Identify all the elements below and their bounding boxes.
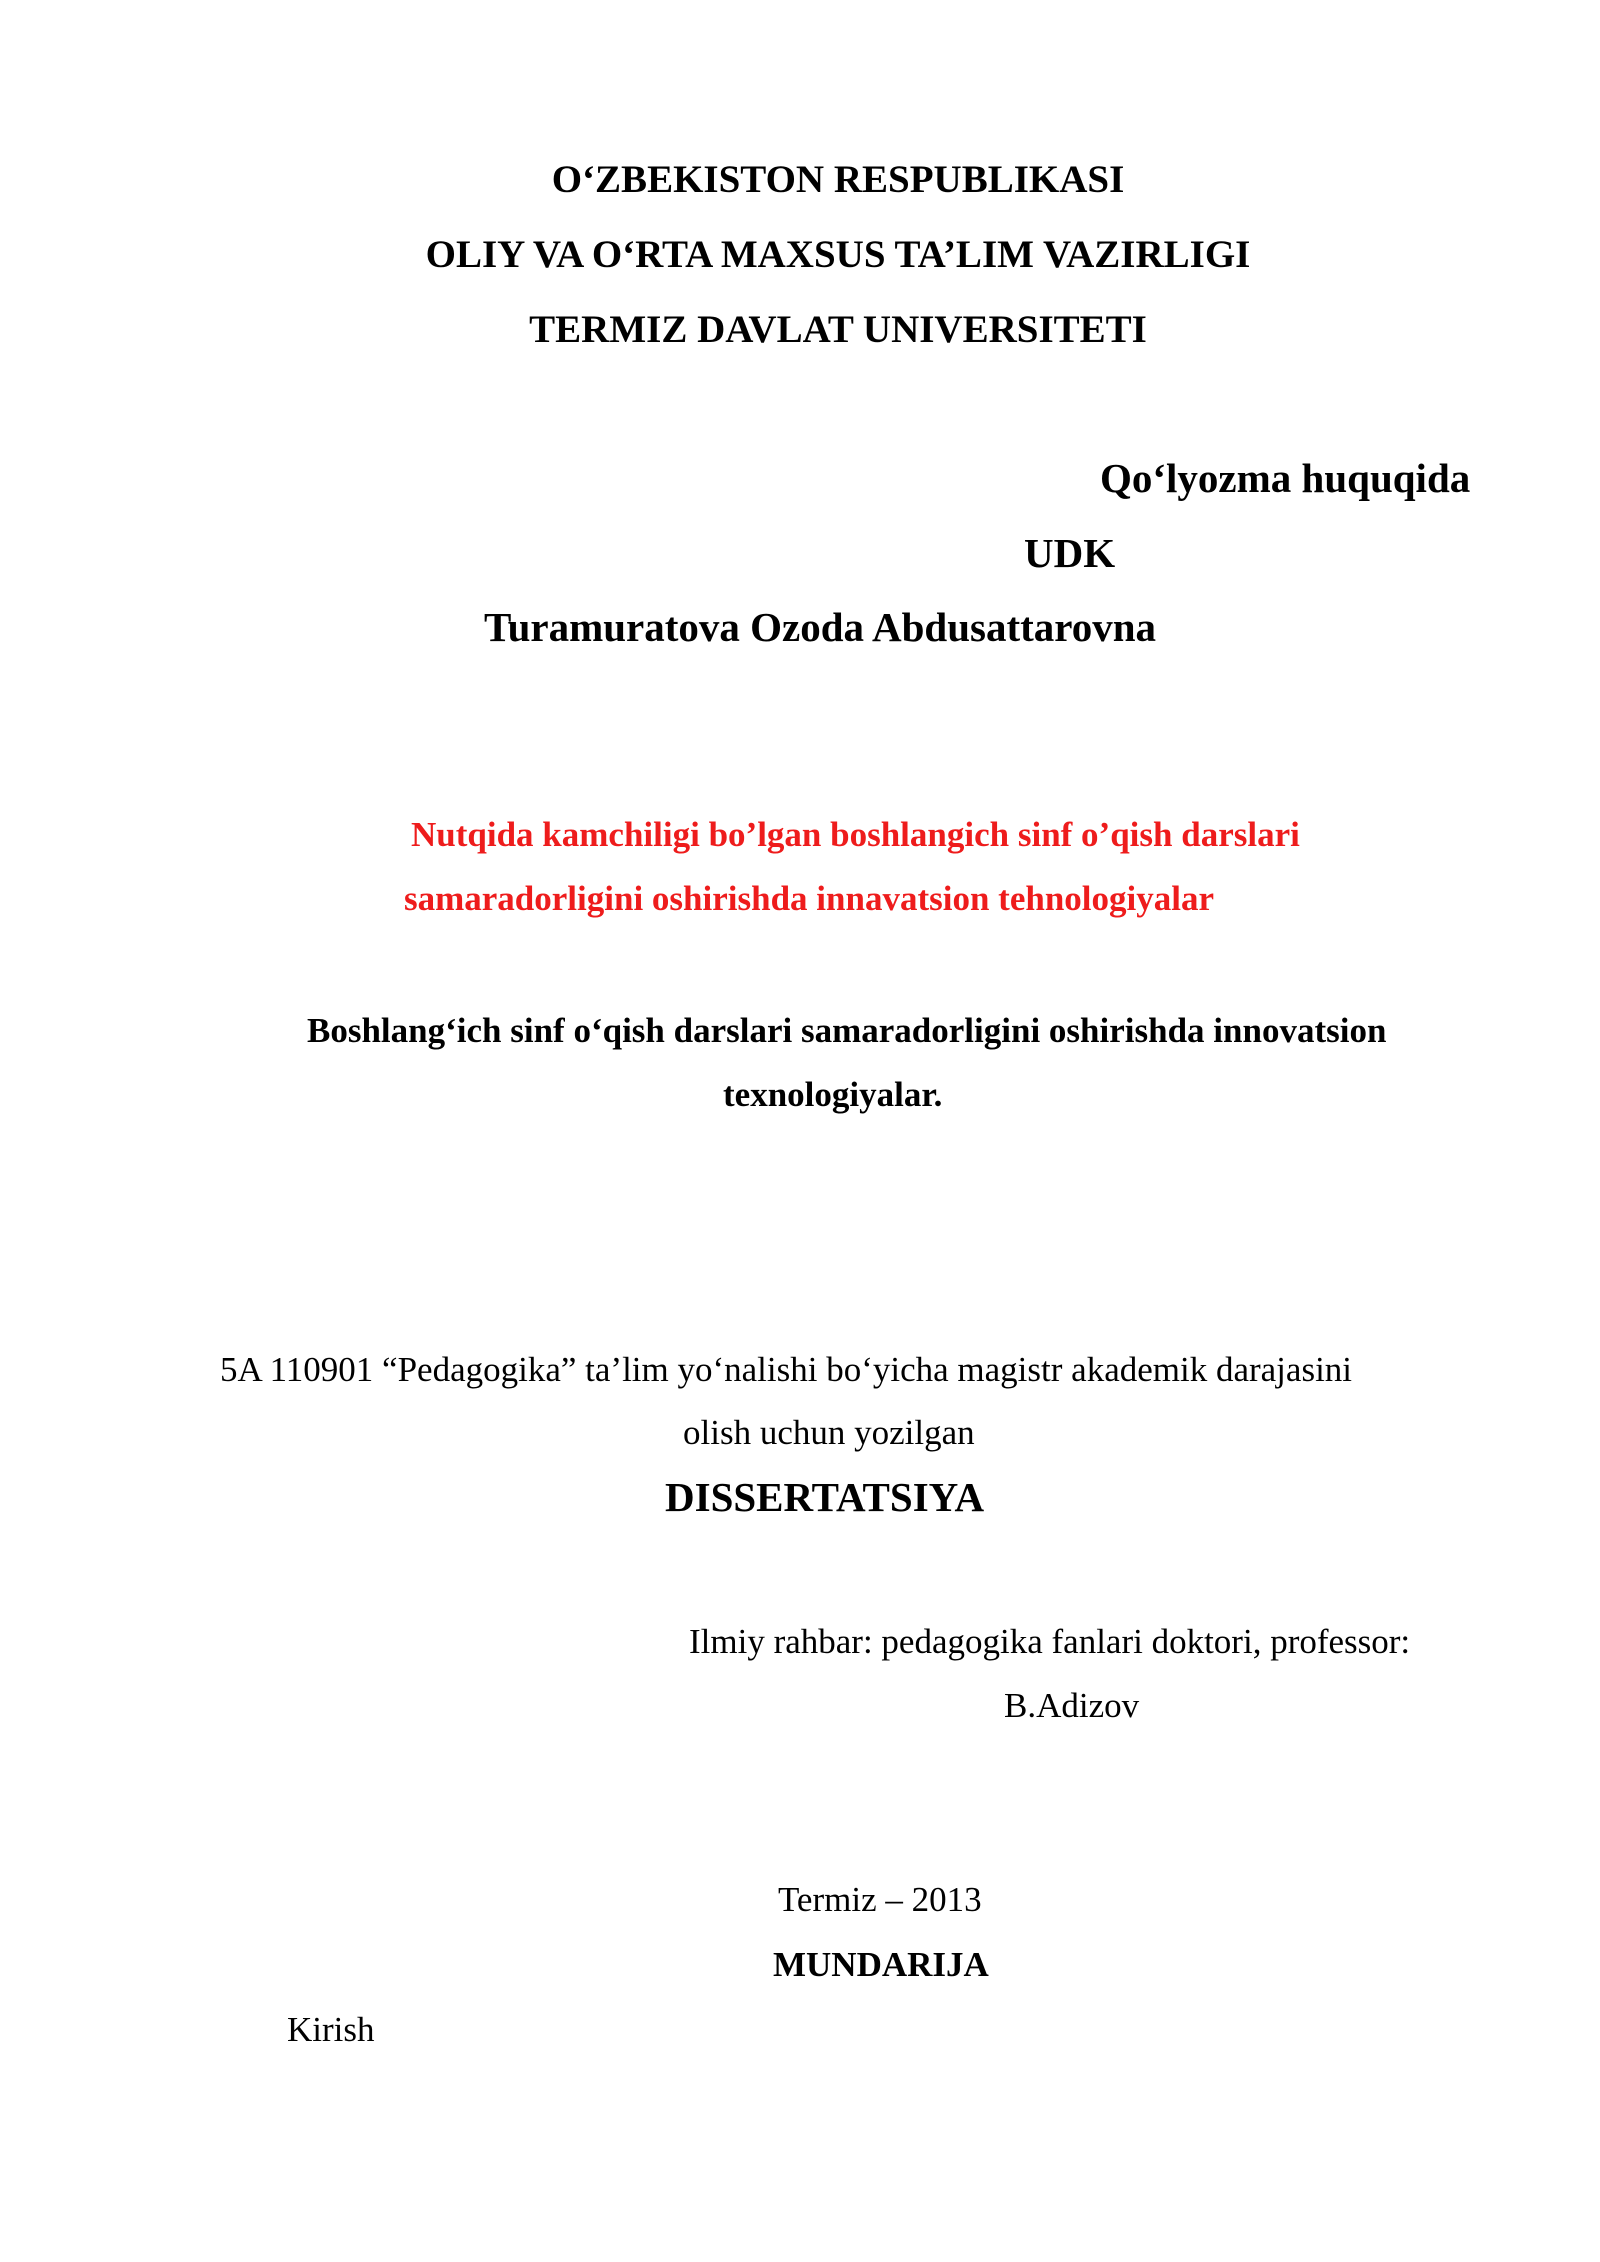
- thesis-title-line-1: Boshlang‘ich sinf o‘qish darslari samaradorligini oshirishda innovatsion: [307, 1011, 1387, 1050]
- red-title-line-2: samaradorligini oshirishda innavatsion tehnologiyalar: [404, 879, 1214, 918]
- specialty-line-2: olish uchun yozilgan: [683, 1413, 975, 1452]
- manuscript-rights-note: Qo‘lyozma huquqida: [1100, 455, 1471, 501]
- place-year: Termiz – 2013: [778, 1880, 982, 1919]
- udk-label: UDK: [1024, 530, 1116, 576]
- specialty-line-1: 5A 110901 “Pedagogika” ta’lim yo‘nalishi bo‘yicha magistr akademik darajasini: [220, 1350, 1353, 1389]
- ministry-country-line: O‘ZBEKISTON RESPUBLIKASI: [551, 158, 1125, 201]
- contents-item-introduction: Kirish: [287, 2010, 375, 2049]
- ministry-name-line: OLIY VA O‘RTA MAXSUS TA’LIM VAZIRLIGI: [425, 233, 1251, 276]
- supervisor-line: Ilmiy rahbar: pedagogika fanlari doktori, professor:: [689, 1622, 1411, 1661]
- author-name: Turamuratova Ozoda Abdusattarovna: [484, 604, 1157, 650]
- contents-heading: MUNDARIJA: [773, 1945, 989, 1984]
- supervisor-name: B.Adizov: [1004, 1686, 1140, 1725]
- red-title-line-1: Nutqida kamchiligi bo’lgan boshlangich sinf o’qish darslari: [411, 815, 1300, 854]
- document-type-heading: DISSERTATSIYA: [665, 1474, 985, 1520]
- thesis-title-line-2: texnologiyalar.: [723, 1075, 943, 1114]
- university-name-line: TERMIZ DAVLAT UNIVERSITETI: [529, 308, 1147, 351]
